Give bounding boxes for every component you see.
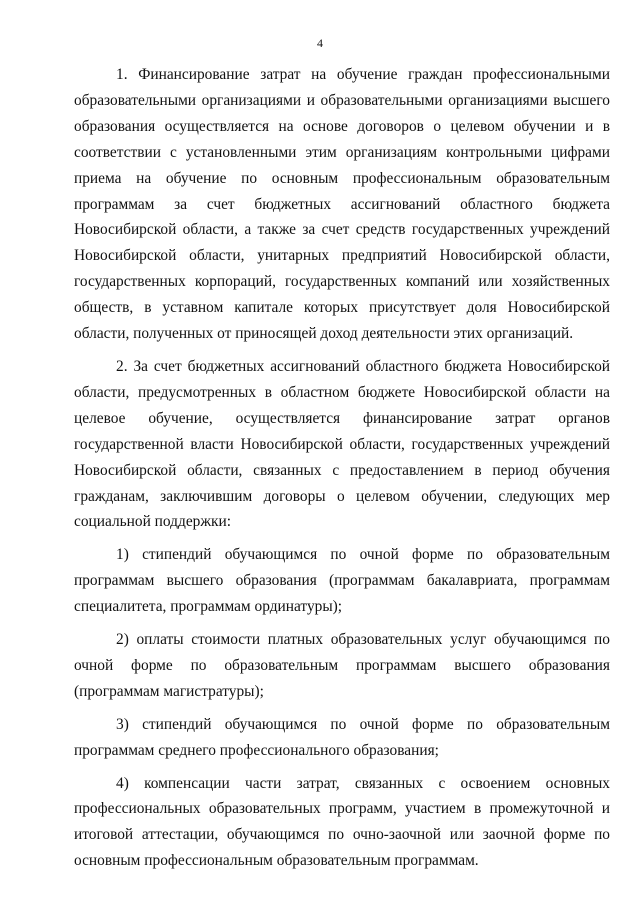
list-item-3-stipends-secondary-vocational: 3) стипендий обучающимся по очной форме по образовательным программам среднего профессионального образования; xyxy=(74,715,610,759)
document-body xyxy=(74,62,610,874)
paragraph-2-budget-allocations: 2. За счет бюджетных ассигнований областного бюджета Новосибирской области, предусмотренных в областном бюджете Новосибирской области на целевое обучение, осуществляется финансирование затрат органов государственной власти Новосибирской области, государственных учреждений Новосибирской области, связанных с предоставлением в период обучения гражданам, заключившим договоры о целевом обучении, следующих мер социальной поддержки: xyxy=(74,357,610,531)
page-number: 4 xyxy=(317,36,323,50)
paragraph-1-financing: 1. Финансирование затрат на обучение граждан профессиональными образовательными организациями и образовательными организациями высшего образования осуществляется на основе договоров о целевом обучении и в соответствии с установленными этим организациям контрольными цифрами приема на обучение по основным профессиональным образовательным программам за счет бюджетных ассигнований областного бюджета Новосибирской области, а также за счет средств государственных учреждений Новосибирской области, унитарных предприятий Новосибирской области, государственных корпораций, государственных компаний или хозяйственных обществ, в уставном капитале которых присутствует доля Новосибирской области, полученных от приносящей доход деятельности этих организаций. xyxy=(74,66,610,343)
list-item-1-stipends-higher-education: 1) стипендий обучающимся по очной форме по образовательным программам высшего образования (программам бакалавриата, программам специалитета, программам ординатуры); xyxy=(74,546,610,616)
list-item-4-compensation: 4) компенсации части затрат, связанных с освоением основных профессиональных образовательных программ, участием в промежуточной и итоговой аттестации, обучающимся по очно-заочной или заочной форме по основным профессиональным образовательным программам. xyxy=(74,774,610,870)
list-item-2-paid-services: 2) оплаты стоимости платных образовательных услуг обучающимся по очной форме по образовательным программам высшего образования (программам магистратуры); xyxy=(74,631,610,700)
